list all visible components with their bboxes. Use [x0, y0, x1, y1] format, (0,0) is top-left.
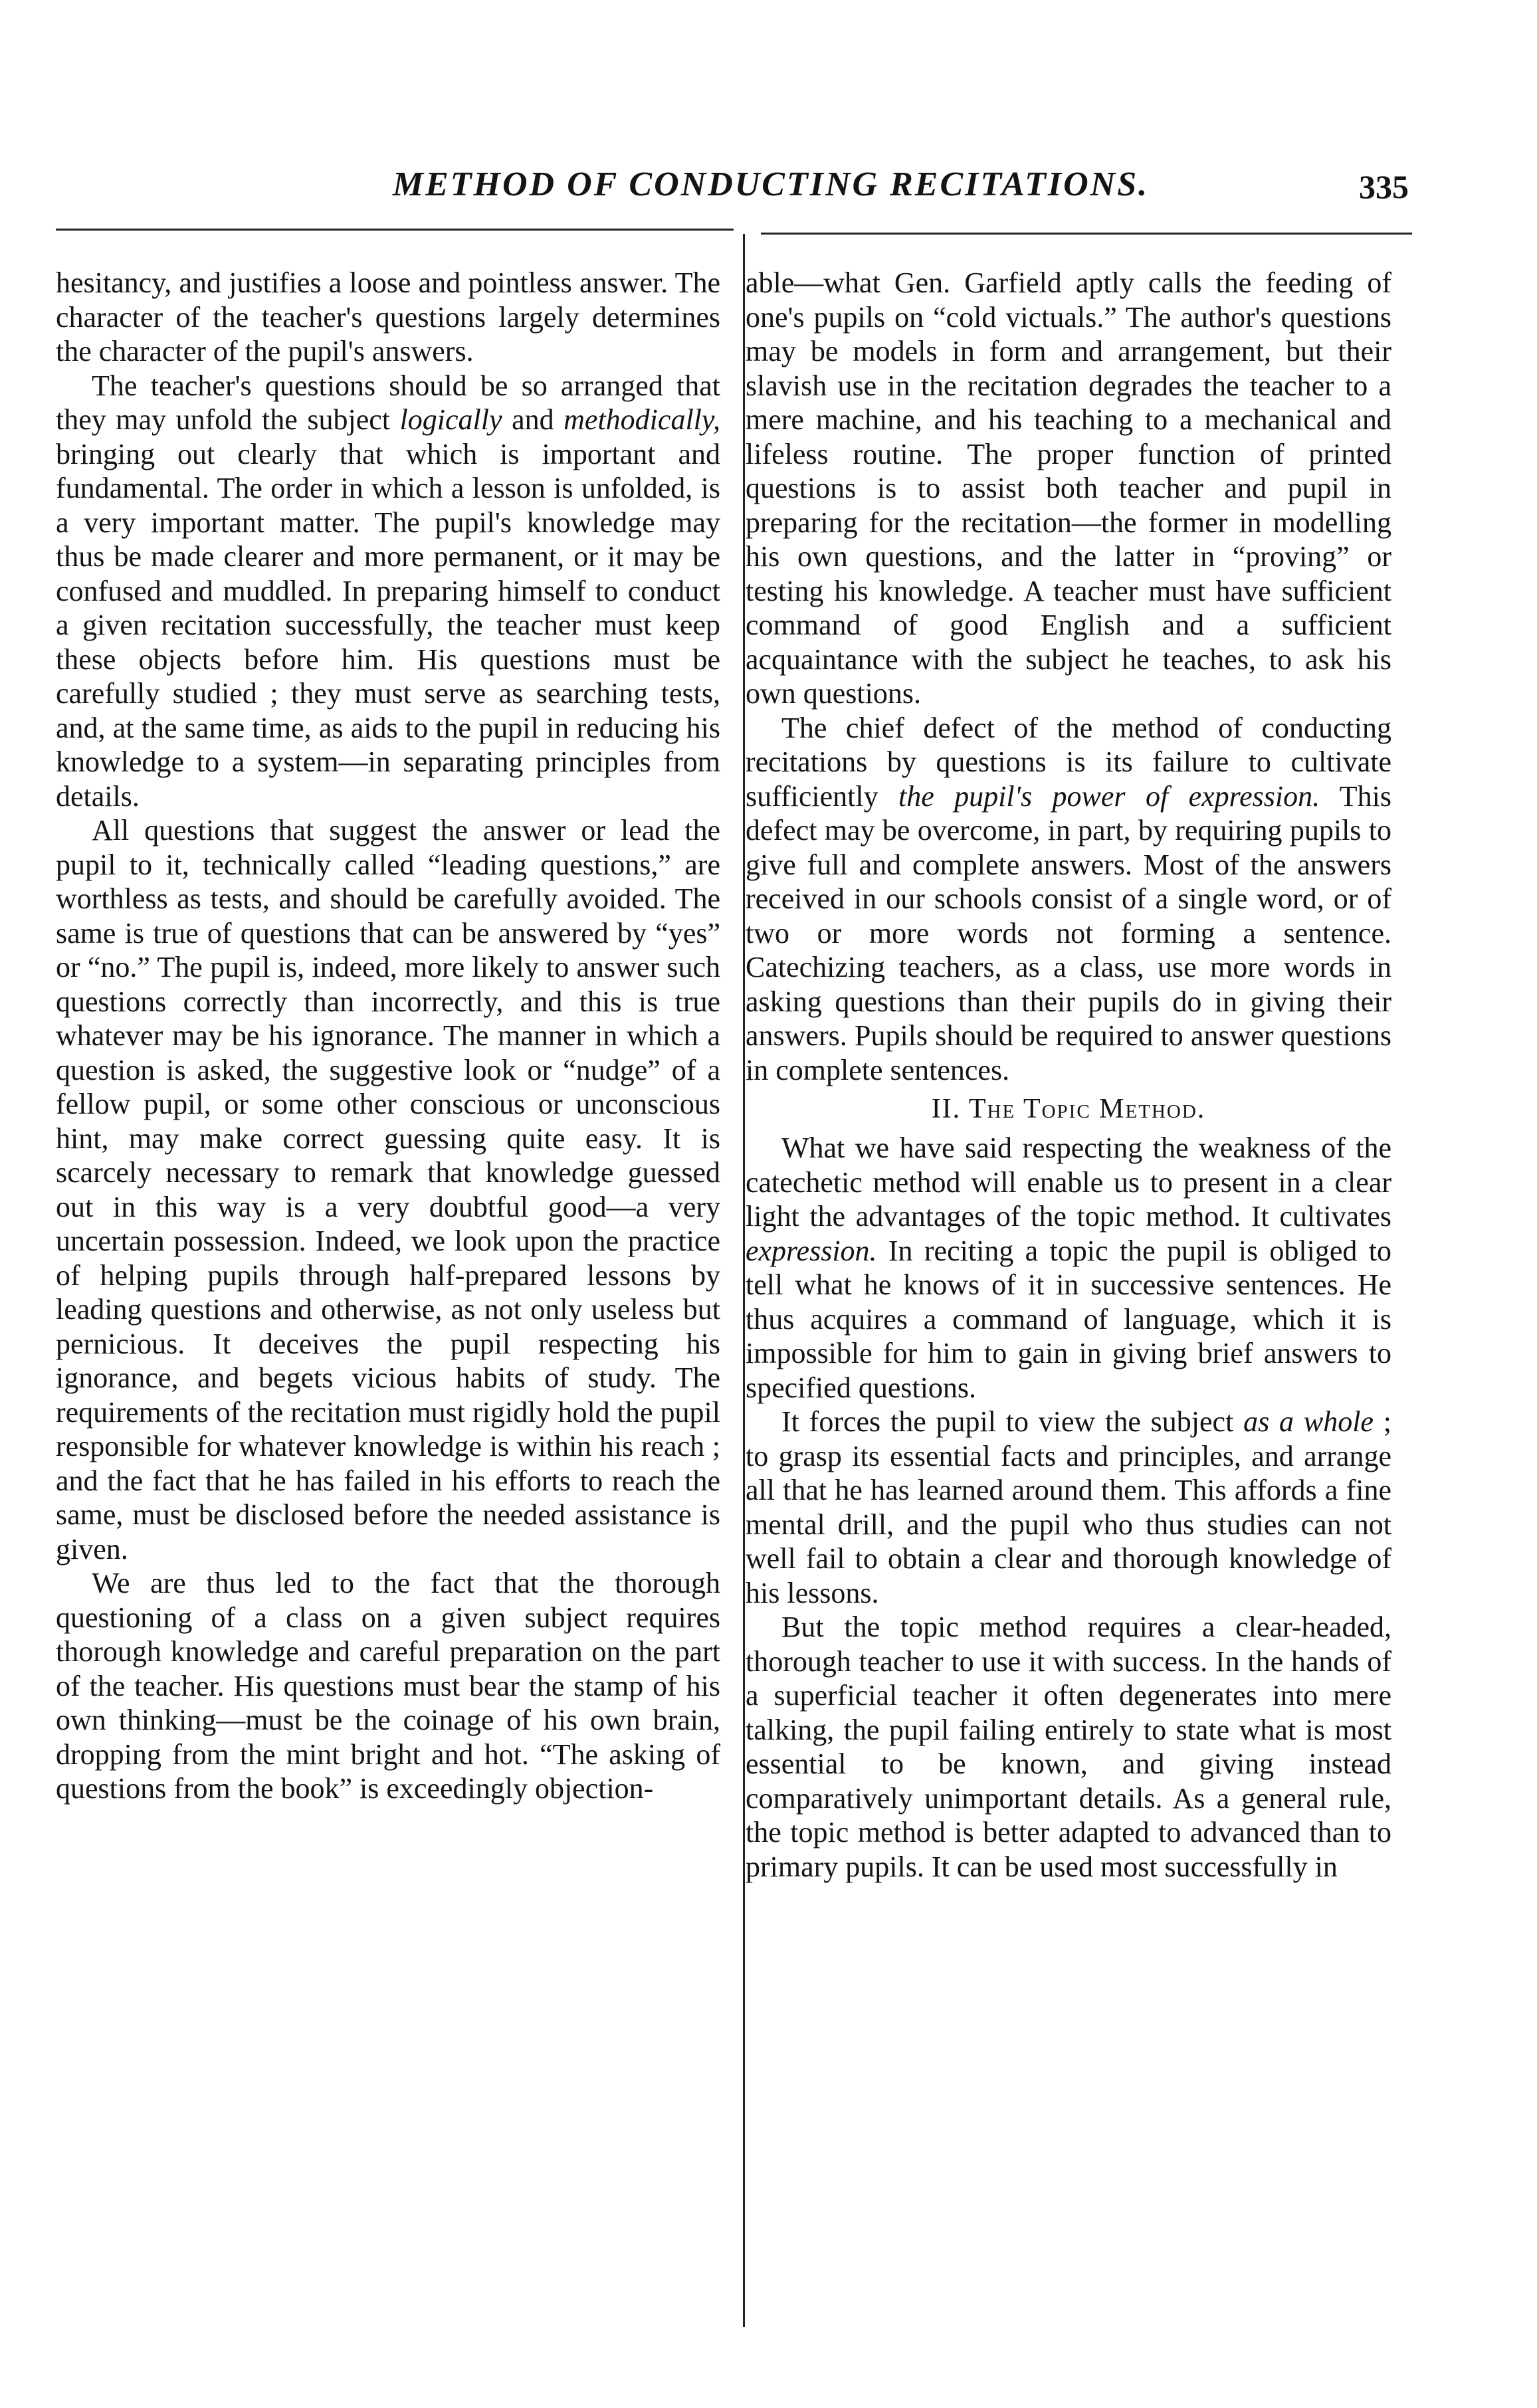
header-rule-left — [56, 229, 734, 231]
text-run: What we have said respecting the weakness of the catechetic method will enable us to present in a clear light the advantages of the topic method. It cultivates — [746, 1132, 1391, 1233]
paragraph: We are thus led to the fact that the thorough questioning of a class on a given subject requires thorough knowledge and careful preparation on the part of the teacher. His questions must bear the stamp of his own thinking—must be the coinage of his own brain, dropping from the mint bright and hot. “The asking of questions from the book” is exceedingly objection- — [56, 1567, 720, 1805]
running-head — [40, 165, 1409, 211]
left-column — [56, 266, 720, 1806]
text-run: ; to grasp its essential facts and principles, and arrange all that he has learned around them. This affords a fine mental drill, and the pupil who thus studies can not well fail to obtain a clear and thorough knowledge of his lessons. — [746, 1405, 1391, 1609]
running-title: METHOD OF CONDUCTING RECITATIONS. — [392, 165, 1150, 203]
paragraph — [746, 1131, 1391, 1405]
text-run: and — [502, 403, 564, 436]
paragraph — [746, 711, 1391, 1088]
text-run: In reciting a topic the pupil is obliged to tell what he knows of it in successive sentences. He thus acquires a command of language, which it is impossible for him to gain in giving brief answers to specified questions. — [746, 1234, 1391, 1404]
italic-run: the pupil's power of expression. — [898, 779, 1320, 813]
italic-run: logically — [399, 403, 502, 436]
paragraph: able—what Gen. Garfield aptly calls the feeding of one's pupils on “cold victuals.” The author's questions may be models in form and arrangement, but their slavish use in the recitation degrades the teacher to a mere machine, and his teaching to a mechanical and lifeless routine. The proper function of printed questions is to assist both teacher and pupil in preparing for the recitation—the former in modelling his own questions, and the latter in “proving” or testing his knowledge. A teacher must have sufficient command of good English and a sufficient acquaintance with the subject he teaches, to ask his own questions. — [746, 266, 1391, 710]
text-run: bringing out clearly that which is important and fundamental. The order in which a lesson is unfolded, is a very important matter. The pupil's knowledge may thus be made clearer and more permanent, or it may be confused and muddled. In preparing himself to conduct a given recitation successfully, the teacher must keep these objects before him. His questions must be carefully studied ; they must serve as searching tests, and, at the same time, as aids to the pupil in reducing his knowledge to a system—in separating principles from details. — [56, 437, 720, 813]
text-run: The teacher's questions should be so arranged that they may unfold the subject — [56, 369, 720, 436]
section-heading: II. The Topic Method. — [931, 1094, 1206, 1124]
text-run: The chief defect of the method of conducting recitations by questions is its failure to cultivate sufficiently — [746, 711, 1391, 813]
paragraph — [746, 1405, 1391, 1610]
paragraph: hesitancy, and justifies a loose and pointless answer. The character of the teacher's questions largely determines the character of the pupil's answers. — [56, 266, 720, 367]
text-run: It forces the pupil to view the subject — [781, 1405, 1244, 1438]
column-divider — [743, 234, 745, 2327]
text-run: This defect may be overcome, in part, by requiring pupils to give full and complete answers. Most of the answers received in our schools consist of a single word, or of two or more words not forming a sentence. Catechizing teachers, as a class, use more words in asking questions than their pupils do in giving their answers. Pupils should be required to answer questions in complete sentences. — [746, 779, 1391, 1086]
paragraph — [56, 369, 720, 814]
paragraph: But the topic method requires a clear-headed, thorough teacher to use it with success. In the hands of a superficial teacher it often degenerates into mere talking, the pupil failing entirely to state what is most essential to be known, and giving instead comparatively unimportant details. As a general rule, the topic method is better adapted to advanced than to primary pupils. It can be used most successfully in — [746, 1611, 1391, 1883]
header-rule-right — [761, 233, 1412, 235]
page-number: 335 — [1359, 168, 1409, 205]
italic-run: as a whole — [1243, 1405, 1374, 1438]
right-column-body — [746, 266, 1391, 1884]
italic-run: methodically, — [564, 403, 720, 436]
italic-run: expression. — [746, 1234, 877, 1267]
paragraph: All questions that suggest the answer or lead the pupil to it, technically called “leading questions,” are worthless as tests, and should be carefully avoided. The same is true of questions that can be answered by “yes” or “no.” The pupil is, indeed, more likely to answer such questions correctly than incorrectly, and this is true whatever may be his ignorance. The manner in which a question is asked, the suggestive look or “nudge” of a fellow pupil, or some other conscious or unconscious hint, may make correct guessing quite easy. It is scarcely necessary to remark that knowledge guessed out in this way is a very doubtful good—a very uncertain possession. Indeed, we look upon the practice of helping pupils through half-prepared lessons by leading questions and otherwise, as not only useless but pernicious. It deceives the pupil respecting his ignorance, and begets vicious habits of study. The requirements of the recitation must rigidly hold the pupil responsible for whatever knowledge is within his reach ; and the fact that he has failed in his efforts to reach the same, must be disclosed before the needed assistance is given. — [56, 814, 720, 1565]
